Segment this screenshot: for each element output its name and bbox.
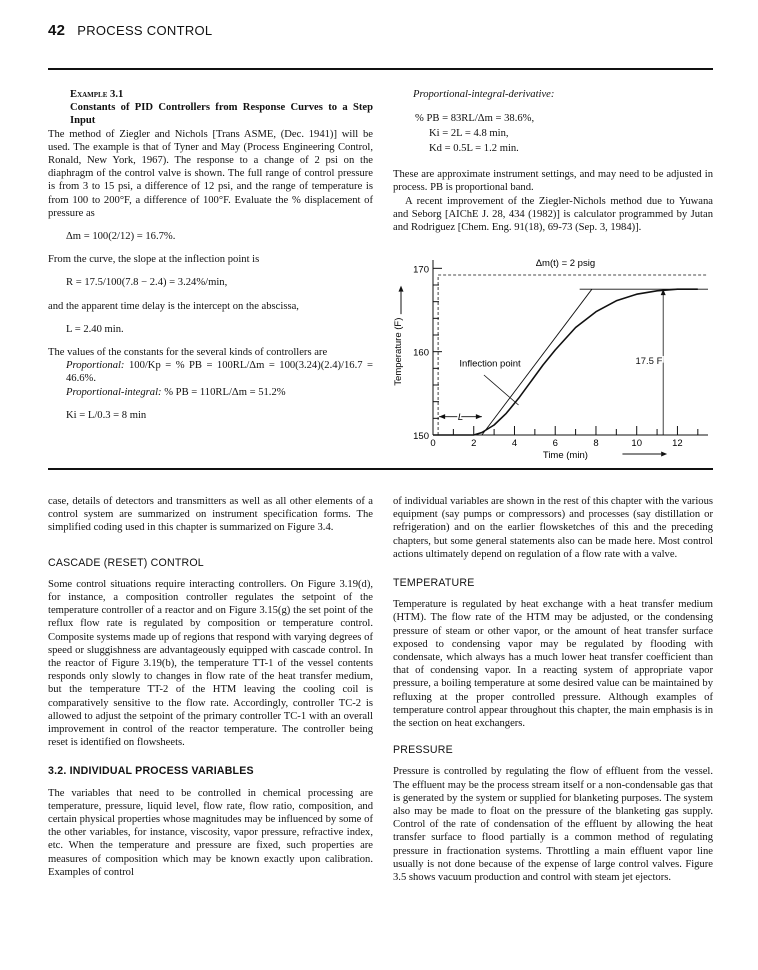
example-intro: The method of Ziegler and Nichols [Trans ASME, (Dec. 1941)] will be used. The example is that of Tyner and May (Process Engineering Control, Ronald, New York, 1967). The response to a change of 2 psi on the diaphragm of the control valve is shown. The full range of control pressure is from 3 to 15 psi, a difference of 12 psi, and the range of temperature is from 100 to 200°F, a difference of 100°F. Evaluate the % displacement of pressure as [48,128,373,219]
example-label: Example 3.1 [70,89,124,100]
section-heading: 3.2. INDIVIDUAL PROCESS VARIABLES [48,765,254,778]
page-number: 42 [48,22,66,39]
y-tick-label: 170 [413,264,429,276]
pid-pb: % PB = 83RL/Δm = 38.6%, [415,113,535,125]
response-curve-chart [383,255,718,465]
pi-ki: Ki = L/0.3 = 8 min [66,409,147,421]
pi-equation: % PB = 110RL/Δm = 51.2% [164,386,286,398]
delay-label: L [457,412,464,424]
cascade-paragraph: Some control situations require interacting controllers. On Figure 3.19(d), for instance, a composition controller regulates the setpoint of the temperature controller of a reactor and on Figure 3.15(g) the set point of the reflux flow rate is regulated by composition or temperature control. Composite systems made up of regions that respond with varying degrees of speed or sluggishness are advantageously equipped with cascade control. In the reactor of Figure 3.19(b), the temperature TT-1 of the vessel contents responds only slowly to changes in flow rate of the heat transfer medium, but the temperature TT-2 of the HTM leaving the cooling coil is comparatively sensitive to the flow rate. Accordingly, controller TC-2 is allowed to adjust the setpoint of the primary controller TC-1 with an overall improvement in control of the reactor temperature. The controller being reset is identified on flowsheets. [48,578,373,749]
running-header [48,22,212,39]
equation-dm: Δm = 100(2/12) = 16.7%. [66,231,176,243]
x-tick-label: 0 [430,438,436,449]
delay-arrowhead-left [439,414,445,419]
note-2: A recent improvement of the Ziegler-Nichols method due to Yuwana and Seborg [AIChE J. 28, 434 (1982)] is calculator programmed by Jutan and Rodriguez [Chem. Eng. 91(18), 69-73 (Sep. 3, 1984)]. [393,195,713,234]
pid-ki: Ki = 2L = 4.8 min, [429,128,509,140]
slope-text: From the curve, the slope at the inflection point is [48,254,260,266]
x-tick-label: 8 [593,438,599,449]
x-tick-label: 10 [631,438,642,449]
delay-arrowhead-right [476,414,482,419]
inflection-label: Inflection point [459,358,521,370]
top-rule [48,68,713,70]
equation-L: L = 2.40 min. [66,323,124,335]
prop-equation: 100/Kp = % PB = 100RL/Δm = 100(3.24)(2.4)/16.7 = 46.6%. [66,360,374,385]
body-left-paragraph: case, details of detectors and transmitters as well as all other elements of a control system are summarized on instrument specification forms. The simplified coding used in this chapter is summarized on Figure 3.4. [48,496,373,534]
body-right-column [393,495,713,884]
body-right-paragraph: of individual variables are shown in the rest of this chapter with the various equipment (say pumps or compressors) and processes (say distillation or refrigeration) and on the earlier flowsketches of this and the preceding chapters, but some general statements also can be made here. Most control actions ultimately depend on regulation of a flow rate with a valve. [393,496,713,560]
equation-R: R = 17.5/100(7.8 − 2.4) = 3.24%/min, [66,277,228,289]
example-right-column [393,88,713,234]
y-axis-arrowhead [399,286,404,292]
y-axis-label: Temperature (F) [393,317,404,386]
pid-kd: Kd = 0.5L = 1.2 min. [429,143,519,155]
x-tick-label: 2 [471,438,477,449]
rise-label: 17.5 F [635,356,663,368]
temperature-paragraph: Temperature is regulated by heat exchange with a heat transfer medium (HTM). The flow rate of the HTM may be adjusted, or the condensing pressure of steam or other vapor, or the amount of heat transfer surface exposed to condensing vapor may be regulated by flooding with condensate, which always has a much lower heat transfer coefficient than that of condensing vapor. In a reacting system of appropriate vapor pressure, a boiling temperature at some desired value can be maintained by refluxing at the proper controlled pressure. Although examples of temperature control appear throughout this chapter, the main emphasis is in the section on heat exchangers. [393,599,713,730]
inflection-pointer [484,375,519,405]
example-bottom-rule [48,468,713,470]
x-tick-label: 6 [552,438,558,449]
y-tick-label: 160 [413,347,429,359]
body-left-column [48,495,373,879]
step-input-label: Δm(t) = 2 psig [535,257,596,269]
values-text: The values of the constants for the several kinds of controllers are [48,347,328,359]
note-1: These are approximate instrument settings, and may need to be adjusted in process. PB is proportional band. [393,169,713,194]
y-tick-label: 150 [413,431,429,442]
x-tick-label: 12 [672,438,683,449]
x-tick-label: 4 [511,438,518,449]
running-title: PROCESS CONTROL [77,23,213,38]
pi-label: Proportional-integral: [66,386,162,398]
example-left-column [48,88,373,432]
x-axis-arrowhead [661,452,667,457]
pid-label: Proportional-integral-derivative: [413,89,555,100]
temperature-heading: TEMPERATURE [393,577,475,590]
pressure-heading: PRESSURE [393,744,453,757]
section-paragraph: The variables that need to be controlled in chemical processing are temperature, pressure, liquid level, flow rate, flow ratio, composition, and certain physical properties whose magnitudes may be influenced by some of the other variables, for instance, viscosity, vapor pressure, refractive index, etc. When the temperature and pressure are fixed, such properties are measures of composition which may be known exactly upon calibration. Examples of control [48,787,373,878]
pressure-paragraph: Pressure is controlled by regulating the flow of effluent from the vessel. The effluent may be the process stream itself or a non-condensable gas that is generated by the system or supplied for blanketing purposes. The system also may be made to float on the pressure of the blanketing gas supply. Control of the rate of condensation of the effluent by allowing the heat transfer surface to flood partially is a common method of regulating pressure in fractionation systems. Throttling a main effluent vapor line usually is not done because of the expense of large control valves. Figure 3.5 shows vacuum production and control with steam jet ejectors. [393,766,713,884]
x-axis-label: Time (min) [542,450,588,461]
cascade-heading: CASCADE (RESET) CONTROL [48,556,204,569]
example-title: Constants of PID Controllers from Response Curves to a Step Input [70,102,373,127]
prop-label: Proportional: [66,360,125,372]
delay-text: and the apparent time delay is the intercept on the abscissa, [48,300,299,312]
